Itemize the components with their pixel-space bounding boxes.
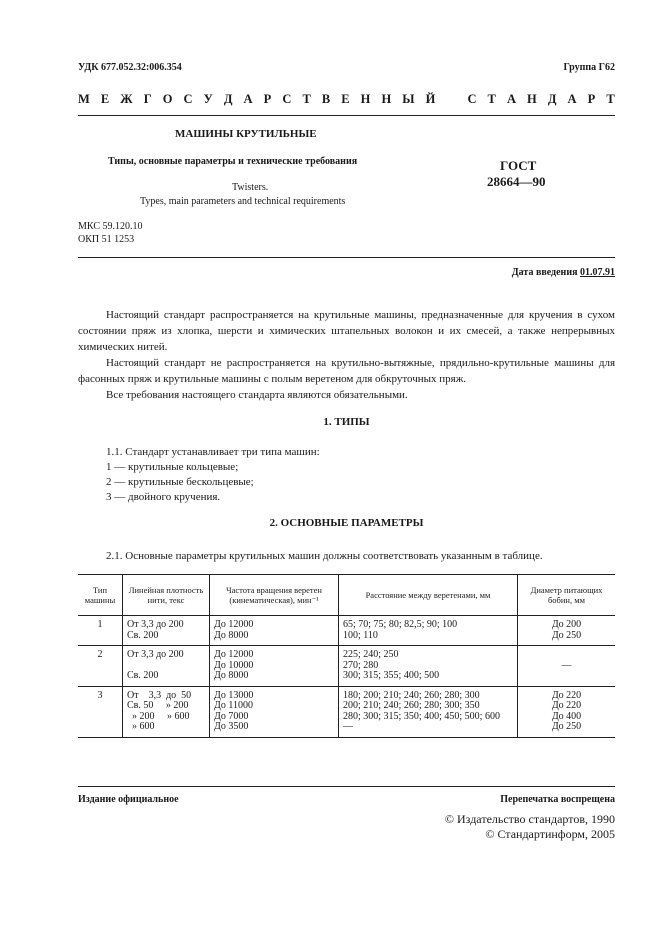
effective-date-label: Дата введения (511, 267, 578, 278)
english-subtitle: Types, main parameters and technical requirements (140, 196, 346, 207)
cell-line: — (343, 721, 353, 732)
banner-letter: Е (100, 92, 110, 106)
banner-letter: Д (223, 92, 233, 106)
banner-letter: С (183, 92, 193, 106)
cell-line: До 250 (551, 629, 582, 641)
table-cell-diam (518, 646, 616, 687)
cell-line: До 13000 (214, 689, 254, 701)
english-title: Twisters. (232, 182, 269, 193)
table-row (78, 686, 615, 737)
cell-line: До 11000 (214, 700, 253, 711)
footer-rule (78, 786, 615, 787)
section-1-line: 1.1. Стандарт устанавливает три типа машин: (106, 446, 320, 458)
cell-line: 270; 280 (343, 659, 379, 671)
official-edition: Издание официальное (78, 794, 179, 805)
cell-line: До 220 (551, 700, 582, 711)
table-cell-diam (518, 686, 616, 737)
cell-line: 200; 210; 240; 260; 280; 300; 350 (343, 700, 480, 711)
banner-letter: Ы (402, 92, 415, 106)
section-2-intro: 2.1. Основные параметры крутильных машин должны соответствовать указанным в таблице. (106, 550, 543, 562)
header-rule (78, 115, 615, 116)
table-row (78, 646, 615, 687)
cell-line: Св. 200 (127, 629, 159, 641)
cell-line: До 250 (551, 721, 582, 732)
cell-line: 225; 240; 250 (343, 649, 399, 660)
col-header-distance: Расстояние между веретенами, мм (339, 575, 518, 616)
cell-line: До 12000 (214, 619, 254, 630)
cell-line: До 3500 (214, 721, 249, 732)
table-header-row (78, 575, 615, 616)
intro-paragraph: Настоящий стандарт не распространяется на крутильно-вытяжные, прядильно-крутильные машины для фасонных пряж и крутильные машины с полым веретеном для обкруточных пряж. (78, 357, 615, 385)
banner-letter: У (203, 92, 213, 106)
table-cell-freq (210, 646, 339, 687)
table-cell-dist (339, 686, 518, 737)
col-header-density: Линейная плотность нити, текс (123, 575, 210, 616)
gost-number: 28664—90 (487, 174, 546, 189)
section-1-title: 1. ТИПЫ (323, 416, 370, 428)
cell-line (522, 650, 611, 661)
gost-label: ГОСТ (500, 158, 537, 173)
intro-paragraph: Все требования настоящего стандарта являются обязательными. (106, 389, 408, 401)
cell-line: — (561, 659, 572, 671)
cell-line: До 220 (551, 689, 582, 701)
banner-letter: В (321, 92, 331, 106)
banner-letter: Н (381, 92, 392, 106)
col-header-type: Тип машины (78, 575, 123, 616)
section-2-title: 2. ОСНОВНЫЕ ПАРАМЕТРЫ (269, 517, 424, 529)
cell-line: До 400 (551, 710, 582, 722)
banner-letter: А (506, 92, 516, 106)
col-header-frequency: Частота вращения веретен (кинематическая), мин⁻¹ (210, 575, 339, 616)
cell-line: 280; 300; 315; 350; 400; 450; 500; 600 (343, 710, 500, 722)
banner-letter: Т (302, 92, 311, 106)
cell-line: 65; 70; 75; 80; 82,5; 90; 100 (343, 619, 458, 630)
table-cell-density (123, 616, 210, 646)
intro-text (78, 307, 615, 403)
cell-line: До 200 (551, 619, 582, 630)
table-cell-type: 1 (78, 616, 123, 646)
banner-letter: Р (263, 92, 272, 106)
effective-date (512, 267, 615, 278)
banner-letter: Е (341, 92, 350, 106)
banner-letter (446, 92, 456, 107)
banner-letter: О (162, 92, 173, 106)
document-subtitle: Типы, основные параметры и технические требования (108, 156, 358, 167)
banner-letter: А (567, 92, 577, 106)
cell-line: До 8000 (214, 629, 249, 641)
cell-line: От 3,3 до 50 (127, 689, 192, 701)
banner-letter: М (78, 92, 90, 106)
cell-line: Св. 50 » 200 (127, 700, 189, 711)
banner-letter: Д (547, 92, 557, 106)
table-cell-freq (210, 616, 339, 646)
cell-line: 100; 110 (343, 629, 378, 641)
cell-line: До 7000 (214, 710, 249, 722)
cell-line: » 600 (127, 721, 155, 732)
table-cell-type: 2 (78, 646, 123, 687)
okp-code: ОКП 51 1253 (78, 234, 135, 245)
cell-line: » 200 » 600 (127, 710, 190, 722)
udk-code: УДК 677.052.32:006.354 (78, 62, 182, 73)
table-cell-diam (518, 616, 616, 646)
title-rule (78, 257, 615, 258)
table-cell-dist (339, 646, 518, 687)
banner-letter: Т (606, 92, 615, 106)
copyright-2005: © Стандартинформ, 2005 (485, 827, 615, 841)
table-cell-freq (210, 686, 339, 737)
section-1-line: 3 — двойного кручения. (106, 491, 221, 503)
banner-letter: Н (527, 92, 537, 106)
banner-letter: А (243, 92, 253, 106)
banner-letter: Й (425, 92, 436, 106)
cell-line: До 8000 (214, 670, 249, 681)
cell-line: 300; 315; 355; 400; 500 (343, 670, 440, 681)
group-code: Группа Г62 (563, 62, 615, 73)
intro-paragraph: Настоящий стандарт распространяется на крутильные машины, предназначенные для кручения в сухом состоянии пряж из хлопка, шерсти и химических штапельных волокон и их смесей, а также непрерывных химических нитей. (78, 309, 615, 353)
table-cell-density (123, 646, 210, 687)
banner-letter: Н (360, 92, 371, 106)
banner-letter: Г (143, 92, 152, 106)
table-cell-density (123, 686, 210, 737)
banner-letter: Ж (120, 92, 133, 106)
parameters-table (78, 574, 615, 738)
cell-line: До 10000 (214, 659, 254, 671)
banner-letter: С (467, 92, 477, 106)
banner-letter: Р (587, 92, 596, 106)
cell-line: Св. 200 (127, 670, 159, 681)
copyright-1990: © Издательство стандартов, 1990 (444, 812, 615, 826)
table-cell-dist (339, 616, 518, 646)
col-header-diameter: Диаметр питающих бобин, мм (518, 575, 616, 616)
cell-line: От 3,3 до 200 (127, 619, 184, 630)
interstate-standard-banner (78, 92, 615, 107)
cell-line (522, 671, 611, 682)
document-title: МАШИНЫ КРУТИЛЬНЫЕ (175, 128, 317, 140)
mks-code: МКС 59.120.10 (78, 221, 143, 232)
effective-date-value: 01.07.91 (580, 267, 615, 278)
banner-letter: Т (487, 92, 496, 106)
table-row (78, 616, 615, 646)
cell-line: От 3,3 до 200 (127, 649, 184, 660)
section-1-line: 1 — крутильные кольцевые; (106, 461, 239, 473)
section-1-line: 2 — крутильные бескольцевые; (106, 476, 254, 488)
cell-line: До 12000 (214, 649, 254, 660)
cell-line: 180; 200; 210; 240; 260; 280; 300 (343, 689, 480, 701)
reprint-notice: Перепечатка воспрещена (500, 794, 615, 805)
table-cell-type: 3 (78, 686, 123, 737)
banner-letter: С (282, 92, 292, 106)
